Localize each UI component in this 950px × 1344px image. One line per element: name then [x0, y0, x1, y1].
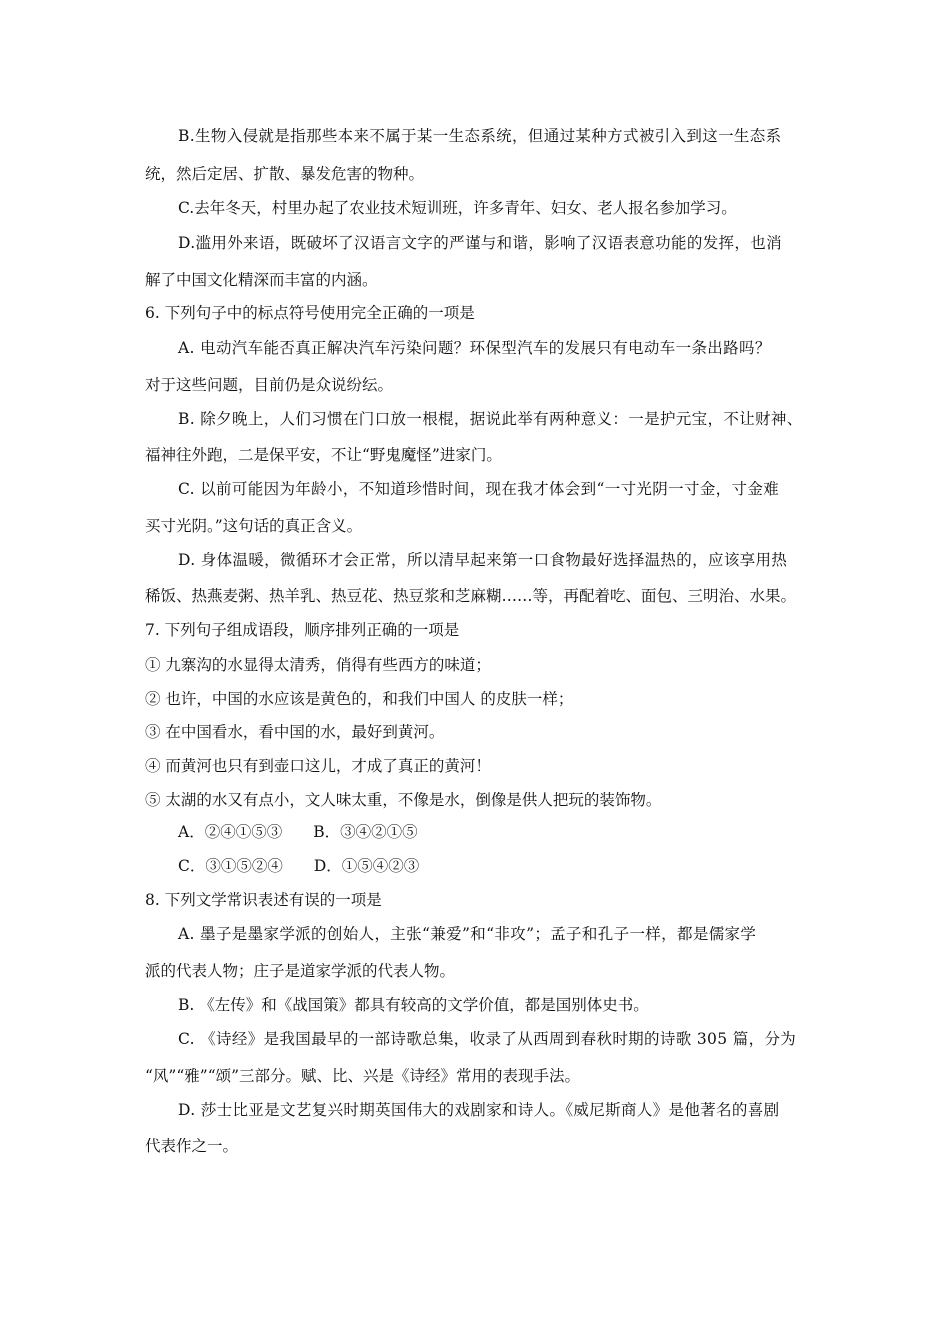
- q7-sentence-1: ① 九寨沟的水显得太清秀，俏得有些西方的味道；: [145, 656, 491, 674]
- q8-option-c-line-1: C. 《诗经》是我国最早的一部诗歌总集，收录了从西周到春秋时期的诗歌 305 篇，分为: [178, 1030, 797, 1048]
- q8-option-c-line-2: “风”“雅”“颂”三部分。赋、比、兴是《诗经》常用的表现手法。: [145, 1067, 581, 1085]
- q5-option-d-line-1: D.滥用外来语，既破坏了汉语言文字的严谨与和谐，影响了汉语表意功能的发挥，也消: [178, 234, 782, 252]
- q7-sentence-2: ② 也许，中国的水应该是黄色的，和我们中国人 的皮肤一样；: [145, 690, 574, 708]
- q6-stem: 6. 下列句子中的标点符号使用完全正确的一项是: [145, 304, 475, 322]
- q5-option-b-line-1: B.生物入侵就是指那些本来不属于某一生态系统，但通过某种方式被引入到这一生态系: [178, 127, 782, 145]
- q8-stem: 8. 下列文学常识表述有误的一项是: [145, 891, 382, 909]
- q6-option-c-line-1: C. 以前可能因为年龄小，不知道珍惜时间，现在我才体会到“一寸光阴一寸金，寸金难: [178, 480, 780, 498]
- q6-option-a-line-2: 对于这些问题，目前仍是众说纷纭。: [145, 376, 394, 394]
- q7-sentence-3: ③ 在中国看水，看中国的水，最好到黄河。: [145, 723, 445, 741]
- q6-option-d-line-2: 稀饭、热燕麦粥、热羊乳、热豆花、热豆浆和芝麻糊……等，再配着吃、面包、三明治、水果。: [145, 587, 797, 605]
- q7-sentence-4: ④ 而黄河也只有到壶口这儿，才成了真正的黄河！: [145, 757, 491, 775]
- q8-option-d-line-1: D. 莎士比亚是文艺复兴时期英国伟大的戏剧家和诗人。《威尼斯商人》是他著名的喜剧: [178, 1101, 780, 1119]
- q8-option-d-line-2: 代表作之一。: [145, 1137, 239, 1155]
- q6-option-b-line-2: 福神往外跑，二是保平安，不让“野鬼魔怪”进家门。: [145, 446, 502, 464]
- q7-stem: 7. 下列句子组成语段，顺序排列正确的一项是: [145, 621, 460, 639]
- q5-option-c: C.去年冬天，村里办起了农业技术短训班，许多青年、妇女、老人报名参加学习。: [178, 199, 737, 217]
- q8-option-a-line-1: A. 墨子是墨家学派的创始人，主张“兼爱”和“非攻”；孟子和孔子一样，都是儒家学: [178, 925, 757, 943]
- q7-options-row-2: C．③①⑤②④ D．①⑤④②③: [178, 857, 420, 875]
- q8-option-b: B. 《左传》和《战国策》都具有较高的文学价值，都是国别体史书。: [178, 996, 649, 1014]
- q6-option-c-line-2: 买寸光阴。”这句话的真正含义。: [145, 517, 363, 535]
- q6-option-d-line-1: D. 身体温暖，微循环才会正常，所以清早起来第一口食物最好选择温热的，应该享用热: [178, 551, 788, 569]
- q7-sentence-5: ⑤ 太湖的水又有点小，文人味太重，不像是水，倒像是供人把玩的装饰物。: [145, 791, 662, 809]
- q6-option-a-line-1: A. 电动汽车能否真正解决汽车污染问题？环保型汽车的发展只有电动车一条出路吗？: [178, 339, 771, 357]
- q8-option-a-line-2: 派的代表人物；庄子是道家学派的代表人物。: [145, 962, 456, 980]
- q5-option-d-line-2: 解了中国文化精深而丰富的内涵。: [145, 271, 378, 289]
- q7-options-row-1: A．②④①⑤③ B．③④②①⑤: [178, 823, 418, 841]
- q5-option-b-line-2: 统，然后定居、扩散、暴发危害的物种。: [145, 165, 425, 183]
- q6-option-b-line-1: B. 除夕晚上，人们习惯在门口放一根棍，据说此举有两种意义：一是护元宝，不让财神、: [178, 410, 803, 428]
